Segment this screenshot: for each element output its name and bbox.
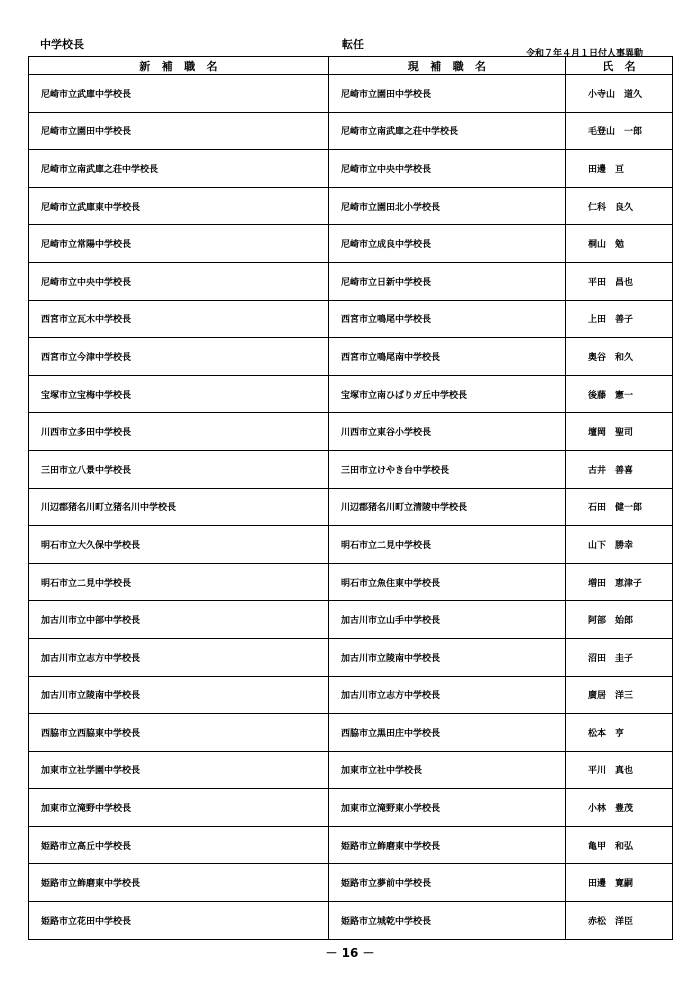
cell-current-post: 加東市立社中学校長	[329, 751, 566, 789]
table-row	[29, 902, 673, 940]
column-header-new-post: 新 補 職 名	[29, 57, 329, 75]
cell-current-post: 宝塚市立南ひばりガ丘中学校長	[329, 375, 566, 413]
table-row	[29, 864, 673, 902]
table-row	[29, 187, 673, 225]
cell-new-post: 西宮市立今津中学校長	[29, 338, 329, 376]
cell-current-post: 川西市立東谷小学校長	[329, 413, 566, 451]
effective-date: 令和７年４月１日付人事異動	[525, 49, 643, 59]
cell-new-post: 加古川市立中部中学校長	[29, 601, 329, 639]
cell-current-post: 加東市立滝野東小学校長	[329, 789, 566, 827]
table-row	[29, 714, 673, 752]
cell-name: 廣居 洋三	[566, 676, 673, 714]
column-header-current-post: 現 補 職 名	[329, 57, 566, 75]
cell-new-post: 明石市立二見中学校長	[29, 563, 329, 601]
table-row	[29, 488, 673, 526]
table-body	[29, 75, 673, 940]
cell-name: 平川 真也	[566, 751, 673, 789]
cell-current-post: 尼崎市立中央中学校長	[329, 150, 566, 188]
cell-current-post: 明石市立二見中学校長	[329, 526, 566, 564]
cell-name: 山下 勝幸	[566, 526, 673, 564]
cell-new-post: 明石市立大久保中学校長	[29, 526, 329, 564]
cell-current-post: 明石市立魚住東中学校長	[329, 563, 566, 601]
table-row	[29, 676, 673, 714]
transfer-type-label: 転任	[342, 38, 364, 51]
cell-name: 毛登山 一郎	[566, 112, 673, 150]
table-header-row	[29, 57, 673, 75]
cell-new-post: 三田市立八景中学校長	[29, 450, 329, 488]
cell-name: 小林 豊茂	[566, 789, 673, 827]
page-number: － 16 －	[325, 946, 375, 960]
cell-new-post: 姫路市立高丘中学校長	[29, 826, 329, 864]
cell-current-post: 姫路市立飾磨東中学校長	[329, 826, 566, 864]
table-row	[29, 150, 673, 188]
cell-current-post: 西宮市立鳴尾中学校長	[329, 300, 566, 338]
table-row	[29, 638, 673, 676]
personnel-table	[28, 56, 673, 940]
cell-new-post: 加東市立社学園中学校長	[29, 751, 329, 789]
cell-name: 亀甲 和弘	[566, 826, 673, 864]
cell-name: 沼田 圭子	[566, 638, 673, 676]
cell-new-post: 加古川市立志方中学校長	[29, 638, 329, 676]
cell-new-post: 尼崎市立南武庫之荘中学校長	[29, 150, 329, 188]
cell-new-post: 尼崎市立園田中学校長	[29, 112, 329, 150]
table-row	[29, 112, 673, 150]
table-row	[29, 75, 673, 113]
cell-current-post: 西脇市立黒田庄中学校長	[329, 714, 566, 752]
cell-name: 奥谷 和久	[566, 338, 673, 376]
cell-current-post: 川辺郡猪名川町立清陵中学校長	[329, 488, 566, 526]
table-row	[29, 262, 673, 300]
table-row	[29, 601, 673, 639]
table-row	[29, 300, 673, 338]
table-row	[29, 563, 673, 601]
cell-current-post: 加古川市立志方中学校長	[329, 676, 566, 714]
cell-name: 田邊 寛嗣	[566, 864, 673, 902]
cell-name: 阿部 始郎	[566, 601, 673, 639]
cell-name: 平田 昌也	[566, 262, 673, 300]
column-header-name: 氏 名	[566, 57, 673, 75]
table-row	[29, 375, 673, 413]
cell-current-post: 加古川市立陵南中学校長	[329, 638, 566, 676]
cell-name: 増田 恵津子	[566, 563, 673, 601]
cell-current-post: 三田市立けやき台中学校長	[329, 450, 566, 488]
cell-name: 古井 善喜	[566, 450, 673, 488]
table-row	[29, 225, 673, 263]
table-row	[29, 338, 673, 376]
table-row	[29, 450, 673, 488]
cell-new-post: 尼崎市立中央中学校長	[29, 262, 329, 300]
cell-current-post: 尼崎市立成良中学校長	[329, 225, 566, 263]
table-row	[29, 751, 673, 789]
cell-new-post: 尼崎市立武庫中学校長	[29, 75, 329, 113]
cell-name: 上田 善子	[566, 300, 673, 338]
cell-current-post: 姫路市立夢前中学校長	[329, 864, 566, 902]
cell-name: 後藤 憲一	[566, 375, 673, 413]
table-row	[29, 789, 673, 827]
cell-name: 田邊 亘	[566, 150, 673, 188]
section-title: 中学校長	[40, 38, 84, 51]
cell-new-post: 西宮市立瓦木中学校長	[29, 300, 329, 338]
cell-new-post: 川西市立多田中学校長	[29, 413, 329, 451]
cell-name: 壇岡 聖司	[566, 413, 673, 451]
cell-new-post: 川辺郡猪名川町立猪名川中学校長	[29, 488, 329, 526]
cell-new-post: 姫路市立飾磨東中学校長	[29, 864, 329, 902]
cell-name: 石田 健一郎	[566, 488, 673, 526]
cell-new-post: 尼崎市立常陽中学校長	[29, 225, 329, 263]
table-row	[29, 413, 673, 451]
cell-name: 桐山 勉	[566, 225, 673, 263]
cell-new-post: 加東市立滝野中学校長	[29, 789, 329, 827]
cell-name: 赤松 洋臣	[566, 902, 673, 940]
cell-new-post: 加古川市立陵南中学校長	[29, 676, 329, 714]
cell-name: 仁科 良久	[566, 187, 673, 225]
cell-current-post: 尼崎市立園田北小学校長	[329, 187, 566, 225]
cell-new-post: 尼崎市立武庫東中学校長	[29, 187, 329, 225]
cell-new-post: 姫路市立花田中学校長	[29, 902, 329, 940]
cell-current-post: 加古川市立山手中学校長	[329, 601, 566, 639]
cell-name: 小寺山 道久	[566, 75, 673, 113]
cell-current-post: 尼崎市立日新中学校長	[329, 262, 566, 300]
cell-current-post: 姫路市立城乾中学校長	[329, 902, 566, 940]
cell-current-post: 尼崎市立南武庫之荘中学校長	[329, 112, 566, 150]
cell-current-post: 尼崎市立園田中学校長	[329, 75, 566, 113]
table-row	[29, 826, 673, 864]
cell-new-post: 西脇市立西脇東中学校長	[29, 714, 329, 752]
cell-name: 松本 亨	[566, 714, 673, 752]
cell-current-post: 西宮市立鳴尾南中学校長	[329, 338, 566, 376]
cell-new-post: 宝塚市立宝梅中学校長	[29, 375, 329, 413]
table-row	[29, 526, 673, 564]
